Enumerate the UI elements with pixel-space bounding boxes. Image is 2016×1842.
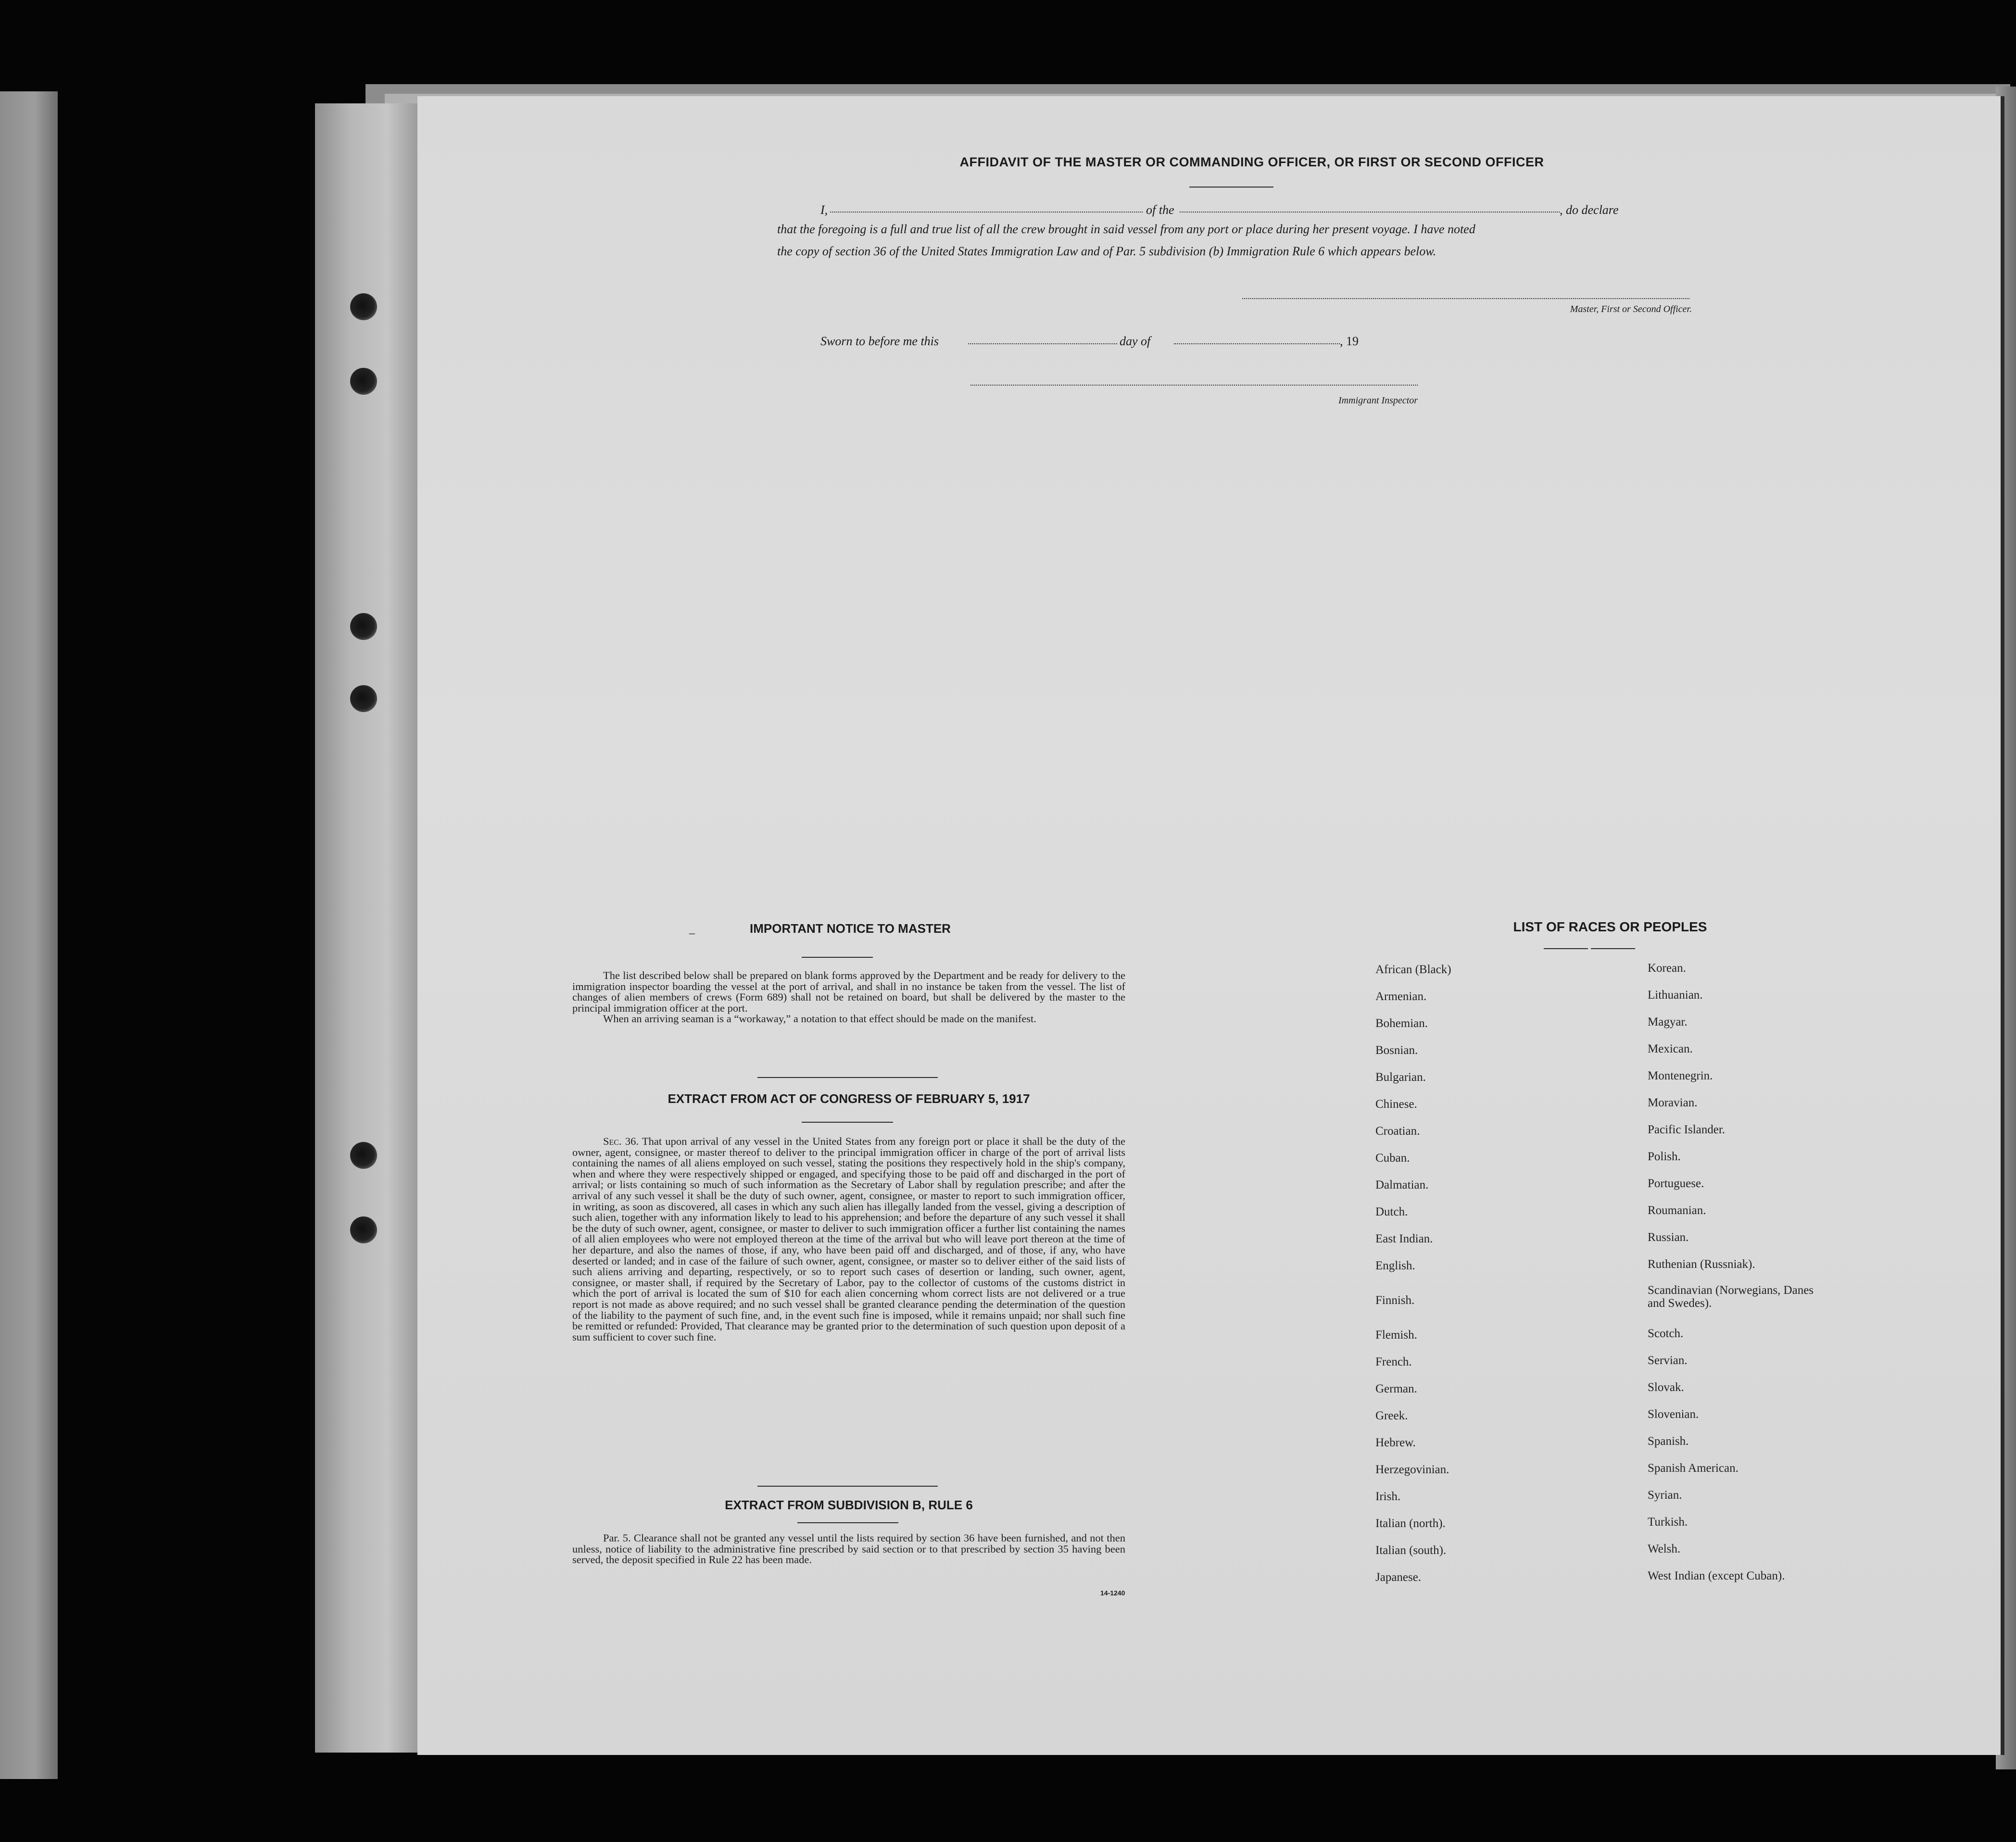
manifest-form-sheet: [417, 96, 2004, 1755]
act-heading: EXTRACT FROM ACT OF CONGRESS OF FEBRUARY 5, 1917: [668, 1091, 1030, 1106]
act-underline: [802, 1122, 893, 1123]
race-item: Croatian.: [1375, 1125, 1420, 1138]
vessel-blank[interactable]: [1180, 212, 1560, 213]
binder-hole: [350, 368, 377, 395]
races-underline-left: [1544, 948, 1588, 949]
notice-dash: –: [689, 927, 695, 940]
race-item: Korean.: [1648, 962, 1686, 975]
section-label: Sec. 36.: [603, 1135, 639, 1147]
sworn-day-blank[interactable]: [968, 343, 1117, 344]
race-item: Portuguese.: [1648, 1177, 1704, 1190]
notice-body: [572, 970, 1125, 1025]
race-item: Servian.: [1648, 1354, 1688, 1367]
race-item: Bohemian.: [1375, 1017, 1428, 1030]
race-item: Spanish.: [1648, 1435, 1689, 1448]
affidavit-i-label: I,: [820, 203, 828, 217]
race-item: Scotch.: [1648, 1327, 1684, 1340]
form-number: 14-1240: [1100, 1589, 1125, 1597]
race-item: Welsh.: [1648, 1542, 1681, 1555]
affidavit-line-3: the copy of section 36 of the United States Immigration Law and of Par. 5 subdivision (b) Immigration Rule 6 which appears below.: [777, 244, 1436, 258]
race-item: Finnish.: [1375, 1294, 1415, 1307]
race-item: Slovak.: [1648, 1381, 1684, 1394]
day-of-label: day of: [1120, 334, 1151, 348]
race-item: Greek.: [1375, 1409, 1408, 1422]
rule-heading: EXTRACT FROM SUBDIVISION B, RULE 6: [725, 1498, 973, 1512]
races-underline-right: [1591, 948, 1635, 949]
race-item: Slovenian.: [1648, 1408, 1699, 1421]
rule-body: [572, 1533, 1125, 1566]
race-item: Syrian.: [1648, 1489, 1682, 1502]
race-item: Italian (south).: [1375, 1544, 1447, 1557]
race-item: Polish.: [1648, 1150, 1681, 1163]
race-item: Roumanian.: [1648, 1204, 1706, 1217]
race-item: Flemish.: [1375, 1328, 1417, 1341]
race-item: Montenegrin.: [1648, 1069, 1713, 1082]
race-item: East Indian.: [1375, 1232, 1433, 1245]
notice-heading: IMPORTANT NOTICE TO MASTER: [750, 921, 951, 936]
race-item: Magyar.: [1648, 1015, 1688, 1028]
name-blank[interactable]: [830, 212, 1143, 213]
race-item: Armenian.: [1375, 990, 1427, 1003]
notice-paragraph-1: The list described below shall be prepared on blank forms approved by the Department and be ready for delivery to the immigration inspector boarding the vessel at the port of arrival, and shall in no instance be taken from the vessel. The list of changes of alien members of crews (Form 689) shall not be retained on board, but shall be delivered by the master to the principal immigration officer at the port.: [572, 969, 1125, 1014]
affidavit-title: AFFIDAVIT OF THE MASTER OR COMMANDING OFFICER, OR FIRST OR SECOND OFFICER: [959, 155, 1544, 169]
race-item: Herzegovinian.: [1375, 1463, 1449, 1476]
section-36-text: That upon arrival of any vessel in the United States from any foreign port or place it shall be the duty of the owner, agent, consignee, or master thereof to deliver to the principal immigration officer in charge of the port of arrival lists containing the names of all aliens employed on such vessel, stating the positions they respectively hold in the ship's company, when and where they were respectively shipped or engaged, and specifying those to be paid off and discharged in the port of arrival; or lists containing so much of such information as the Secretary of Labor shall by regulation prescribe; and after the arrival of any such vessel it shall be the duty of such owner, agent, consignee, or master to report to such immigration officer, in writing, as soon as discovered, all cases in which any such alien has illegally landed from the vessel, giving a description of such alien, together with any information likely to lead to his apprehension; and before the departure of any such vessel it shall be the duty of such owner, agent, consignee, or master to deliver to such immigration officer a further list containing the names of all alien employees who were not employed thereon at the time of the arrival but who will leave port thereon at the time of her departure, and also the names of those, if any, who have been paid off and discharged, and of those, if any, who have deserted or landed; and in case of the failure of such owner, agent, consignee, or master so to deliver either of the said lists of such aliens arriving and departing, respectively, or so to report such cases of desertion or landing, such owner, agent, consignee, or master shall, if required by the Secretary of Labor, pay to the collector of customs of the customs district in which the port of arrival is located the sum of $10 for each alien concerning whom correct lists are not delivered or a true report is not made as above required; and no such vessel shall be granted clearance pending the determination of the question of the liability to the payment of such fine, and, in the event such fine is imposed, while it remains unpaid; nor shall such fine be remitted or refunded: Provided, That clearance may be granted prior to the determination of such question upon deposit of a sum sufficient to cover such fine.: [572, 1135, 1125, 1343]
binder-hole: [350, 1142, 377, 1169]
race-item: Ruthenian (Russniak).: [1648, 1258, 1755, 1271]
race-item: German.: [1375, 1382, 1417, 1395]
binder-hole: [350, 613, 377, 640]
race-item: Japanese.: [1375, 1571, 1422, 1584]
race-item: Spanish American.: [1648, 1462, 1739, 1475]
race-item: Mexican.: [1648, 1042, 1693, 1055]
race-item: English.: [1375, 1259, 1415, 1272]
race-item: Irish.: [1375, 1490, 1401, 1503]
sworn-label: Sworn to before me this: [820, 334, 939, 348]
notice-paragraph-2: When an arriving seaman is a “workaway,” a notation to that effect should be made on the manifest.: [603, 1013, 1036, 1025]
binder-hole: [350, 293, 377, 320]
year-prefix: , 19: [1340, 334, 1359, 348]
affidavit-of-the: of the: [1146, 203, 1174, 217]
master-caption: Master, First or Second Officer.: [1570, 304, 1692, 314]
race-item: Chinese.: [1375, 1098, 1417, 1111]
race-item: Scandinavian (Norwegians, Danes and Swedes).: [1648, 1284, 1814, 1310]
section-divider: [757, 1077, 938, 1078]
race-item: Pacific Islander.: [1648, 1123, 1726, 1136]
race-item: Cuban.: [1375, 1152, 1410, 1165]
adjacent-page-edge: [0, 91, 58, 1779]
races-heading: LIST OF RACES OR PEOPLES: [1513, 919, 1707, 934]
race-item: Bulgarian.: [1375, 1071, 1426, 1084]
inspector-signature-line[interactable]: [970, 385, 1418, 386]
affidavit-do-declare: , do declare: [1560, 203, 1619, 217]
master-signature-line[interactable]: [1242, 298, 1689, 299]
race-item: Dutch.: [1375, 1205, 1408, 1218]
sworn-month-blank[interactable]: [1174, 343, 1340, 344]
binder-hole: [350, 1216, 377, 1243]
rule-underline: [797, 1522, 898, 1523]
inspector-caption: Immigrant Inspector: [1338, 395, 1418, 406]
race-item: Italian (north).: [1375, 1517, 1446, 1530]
race-item: French.: [1375, 1355, 1412, 1368]
binder-hole: [350, 685, 377, 712]
binder-strip: [315, 103, 421, 1753]
race-item: African (Black): [1375, 963, 1451, 976]
rule-paragraph: Par. 5. Clearance shall not be granted any vessel until the lists required by section 36 have been furnished, and not then unless, notice of liability to the administrative fine prescribed by said section or to that prescribed by section 35 having been served, the deposit specified in Rule 22 has been made.: [572, 1532, 1125, 1566]
race-item: Dalmatian.: [1375, 1178, 1429, 1191]
race-item: Bosnian.: [1375, 1044, 1418, 1057]
race-item: Hebrew.: [1375, 1436, 1416, 1449]
notice-underline: [802, 957, 873, 958]
race-item: West Indian (except Cuban).: [1648, 1569, 1785, 1582]
section-divider: [757, 1486, 938, 1487]
race-item: Turkish.: [1648, 1516, 1688, 1529]
race-item: Russian.: [1648, 1231, 1689, 1244]
race-item: Lithuanian.: [1648, 989, 1703, 1002]
act-body: [572, 1136, 1125, 1342]
affidavit-line-2: that the foregoing is a full and true list of all the crew brought in said vessel from any port or place during her present voyage. I have noted: [777, 222, 1475, 236]
title-underline: [1189, 187, 1273, 188]
race-item: Moravian.: [1648, 1096, 1698, 1109]
